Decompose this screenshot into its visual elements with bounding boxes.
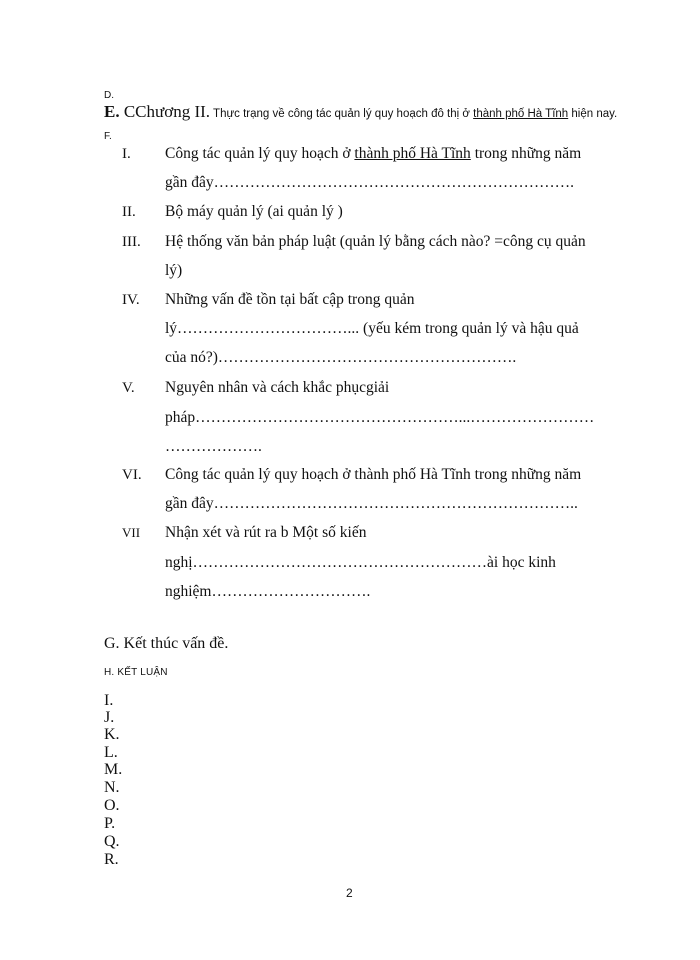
item-iv-number: IV. xyxy=(122,292,140,308)
item-vi-number: VI. xyxy=(122,467,142,483)
item-i-line1: Công tác quản lý quy hoạch ở thành phố Hà Tĩnh trong những năm xyxy=(165,145,582,162)
chapter-title: CChương II. xyxy=(123,102,211,121)
item-ii-number: II. xyxy=(122,204,136,220)
section-h-heading: H. KẾT LUẬN xyxy=(104,667,168,678)
item-iv-line1: Những vấn đề tồn tại bất cập trong quản xyxy=(165,291,415,308)
item-vii-line1: Nhận xét và rút ra b Một số kiến xyxy=(165,524,367,541)
line-d: D. xyxy=(104,90,114,101)
item-vii-line3: nghiệm…………………………. xyxy=(165,583,371,600)
letter-list-item: N. xyxy=(104,779,120,796)
item-i-number: I. xyxy=(122,146,131,162)
item-iv-line2: lý……………………………... (yếu kém trong quản lý và hậu quả xyxy=(165,320,579,337)
letter-list-item: K. xyxy=(104,726,120,743)
item-v-line1: Nguyên nhân và cách khắc phụcgiải xyxy=(165,379,390,396)
item-i-line2: gần đây……………………………………………………………. xyxy=(165,174,575,191)
letter-list-item: J. xyxy=(104,709,115,726)
letter-list-item: M. xyxy=(104,761,123,778)
chapter-subtitle-b: hiện nay. xyxy=(568,108,618,120)
item-iii-line1: Hệ thống văn bản pháp luật (quản lý bằng cách nào? =công cụ quản xyxy=(165,233,586,250)
chapter-heading xyxy=(104,102,617,122)
item-iv-line3: của nó?)…………………………………………………. xyxy=(165,349,517,366)
item-v-line3: ………………. xyxy=(165,438,262,455)
item-vii-line2: nghị…………………………………………………ài học kinh xyxy=(165,554,556,571)
letter-list-item: I. xyxy=(104,692,114,709)
heading-letter: E. xyxy=(104,102,120,121)
letter-list-item: O. xyxy=(104,797,120,814)
letter-list-item: P. xyxy=(104,815,116,832)
chapter-subtitle-a: Thực trạng về công tác quản lý quy hoạch đô thị ở xyxy=(210,108,474,120)
letter-list-item: R. xyxy=(104,851,119,868)
letter-list-item: L. xyxy=(104,744,118,761)
line-f: F. xyxy=(104,131,112,142)
chapter-subtitle-link: thành phố Hà Tĩnh xyxy=(473,108,569,120)
item-v-line2: pháp……………………………………………...…………………… xyxy=(165,409,595,426)
item-vi-line2: gần đây…………………………………………………………….. xyxy=(165,495,578,512)
item-vi-line1: Công tác quản lý quy hoạch ở thành phố Hà Tĩnh trong những năm xyxy=(165,466,582,483)
letter-list-item: Q. xyxy=(104,833,120,850)
item-i-city: thành phố Hà Tĩnh xyxy=(354,145,471,162)
item-vii-number: VII xyxy=(122,525,141,540)
item-iii-number: III. xyxy=(122,234,141,250)
item-ii-line1: Bộ máy quản lý (ai quản lý ) xyxy=(165,203,343,220)
item-iii-line2: lý) xyxy=(165,262,183,279)
item-v-number: V. xyxy=(122,380,135,396)
section-g-heading: G. Kết thúc vấn đề. xyxy=(104,635,229,652)
page-number: 2 xyxy=(346,886,353,900)
